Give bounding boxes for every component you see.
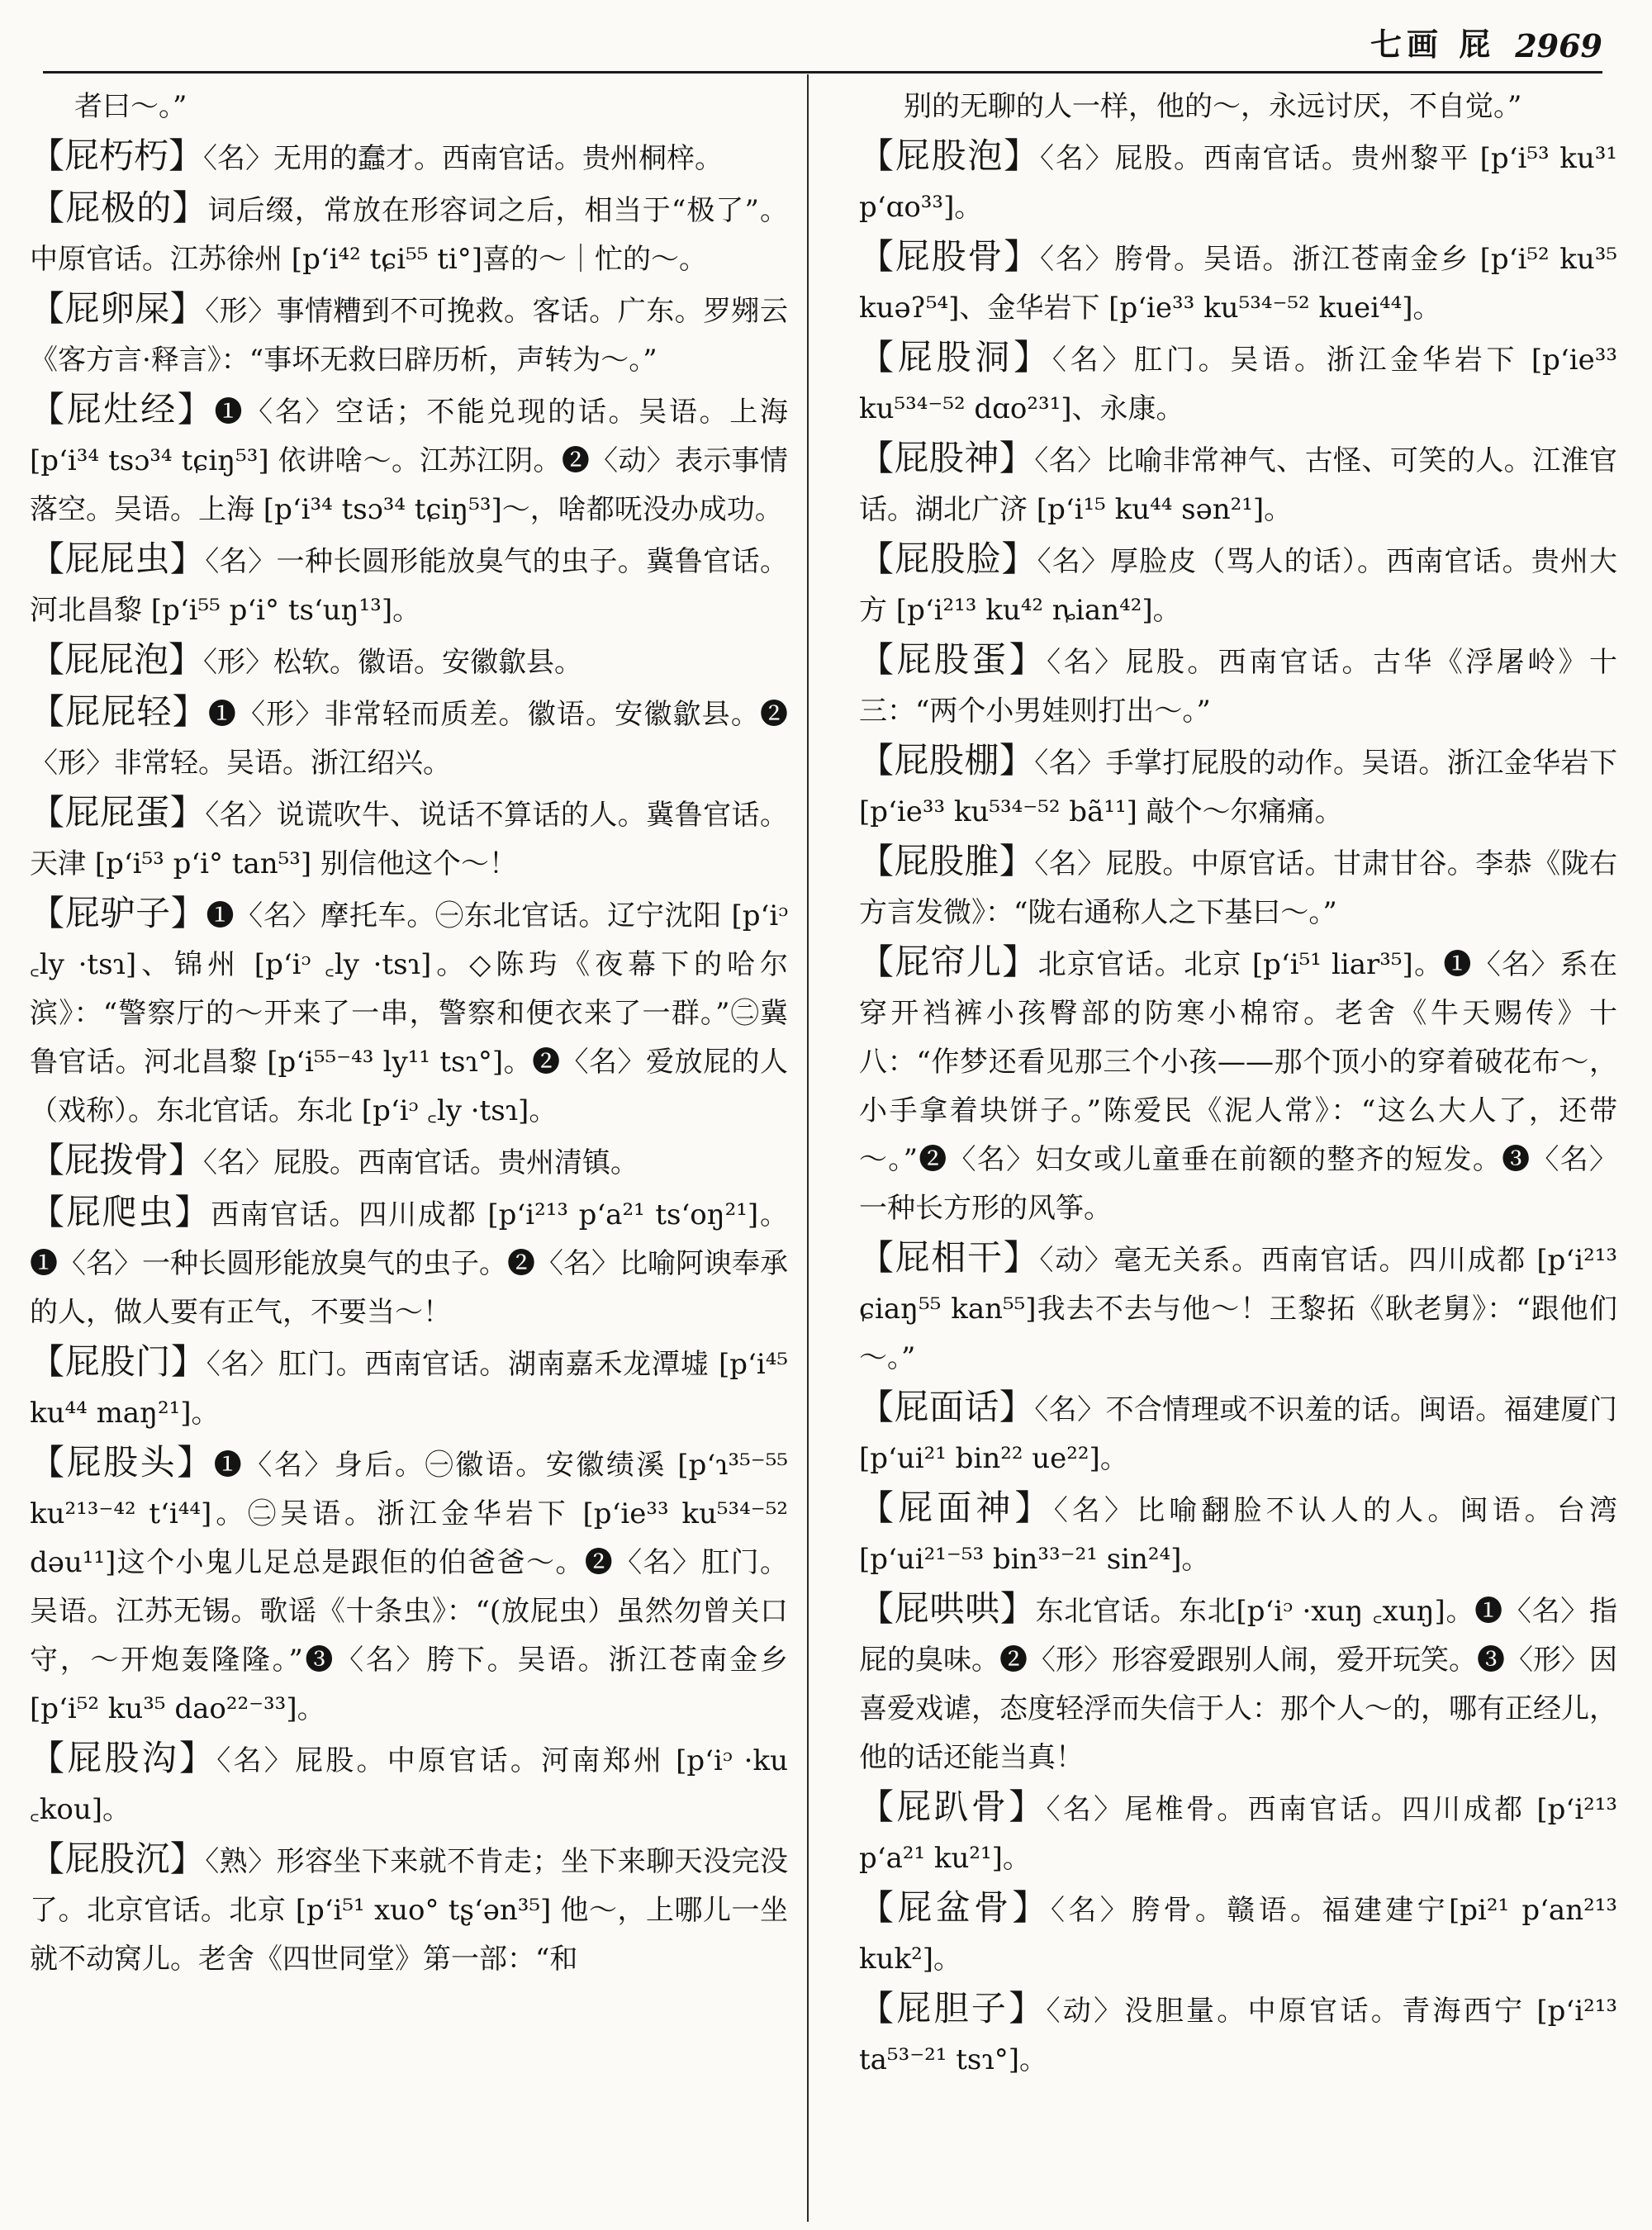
dictionary-entry (859, 1883, 1617, 1984)
entry-definition: 〈名〉肛门。吴语。浙江金华岩下 [p‘ie³³ ku⁵³⁴⁻⁵² dɑo²³¹]、永康。 (859, 344, 1617, 425)
entry-definition: ❶〈形〉非常轻而质差。徽语。安徽歙县。❷〈形〉非常轻。吴语。浙江绍兴。 (30, 698, 788, 780)
entry-definition: ❶〈名〉摩托车。㊀东北官话。辽宁沈阳 [p‘iᵓ ꜀ly ·tsɿ]、锦州 [p‘iᵓ ꜀ly ·tsɿ]。◇陈玙《夜幕下的哈尔滨》：“警察厅的～开来了一串，警察和便衣来了一群。”㊁冀鲁官话。河北昌黎 [p‘i⁵⁵⁻⁴³ ly¹¹ tsɿ°]。❷〈名〉爱放屁的人（戏称）。东北官话。东北 [p‘iᵓ ꜀ly ·tsɿ]。 (30, 899, 788, 1127)
entry-definition: 〈形〉事情糟到不可挽救。客话。广东。罗翙云《客方言·释言》：“事坏无救曰辟历析，声转为～。” (30, 295, 788, 377)
entry-definition: 北京官话。北京 [p‘i⁵¹ liar³⁵]。❶〈名〉系在穿开裆裤小孩臀部的防寒小棉帘。老舍《牛天赐传》十八：“作梦还看见那三个小孩——那个顶小的穿着破花布～，小手拿着块饼子。”陈爱民《泥人常》：“这么大人了，还带～。”❷〈名〉妇女或儿童垂在前额的整齐的短发。❸〈名〉一种长方形的风筝。 (859, 948, 1617, 1225)
dictionary-entry (859, 1383, 1617, 1483)
dictionary-entry (859, 434, 1617, 534)
entry-headword: 【屁屁轻】 (30, 691, 208, 732)
dictionary-entry (30, 1188, 788, 1337)
entry-headword: 【屁面神】 (859, 1487, 1054, 1528)
entry-headword: 【屁股头】 (30, 1442, 214, 1483)
dictionary-entry (859, 1782, 1617, 1883)
section-title: 七画 屁 (1370, 26, 1496, 63)
dictionary-entry (30, 131, 788, 183)
entry-definition: ❶〈名〉空话；不能兑现的话。吴语。上海 [p‘i³⁴ tsɔ³⁴ tɕiŋ⁵³] 依讲啥～。江苏江阴。❷〈动〉表示事情落空。吴语。上海 [p‘i³⁴ tsɔ³⁴ tɕiŋ⁵³]～，啥都呒没办成功。 (30, 396, 788, 526)
entry-headword: 【屁爬虫】 (30, 1192, 211, 1232)
entry-definition: 〈名〉屁股。西南官话。贵州清镇。 (203, 1146, 639, 1179)
entry-headword: 【屁股洞】 (859, 337, 1052, 377)
entry-definition: 别的无聊的人一样，他的～，永远讨厌，不自觉。” (904, 90, 1522, 123)
page-number: 2969 (1515, 27, 1602, 64)
dictionary-entry (30, 534, 788, 635)
entry-definition: ❶〈名〉身后。㊀徽语。安徽绩溪 [p‘ɿ³⁵⁻⁵⁵ ku²¹³⁻⁴² t‘i⁴⁴]。㊁吴语。浙江金华岩下 [p‘ie³³ ku⁵³⁴⁻⁵² dəu¹¹]这个小鬼儿足总是跟佢的伯爸爸～。❷〈名〉肛门。吴语。江苏无锡。歌谣《十条虫》：“(放屁虫）虽然勿曾关口守，～开炮轰隆隆。”❸〈名〉胯下。吴语。浙江苍南金乡 [p‘i⁵² ku³⁵ dao²²⁻³³]。 (30, 1449, 788, 1725)
entry-headword: 【屁拨骨】 (30, 1140, 204, 1180)
entry-definition: 〈名〉厚脸皮（骂人的话）。西南官话。贵州大方 [p‘i²¹³ ku⁴² ȵian⁴²]。 (859, 545, 1617, 627)
dictionary-entry (30, 1438, 788, 1734)
entry-definition: 者曰～。” (74, 90, 188, 123)
dictionary-entry (859, 79, 1617, 131)
left-column (30, 79, 788, 1984)
entry-headword: 【屁盆骨】 (859, 1887, 1051, 1928)
dictionary-entry (30, 788, 788, 889)
entry-headword: 【屁极的】 (30, 187, 208, 228)
entry-definition: 〈名〉手掌打屁股的动作。吴语。浙江金华岩下 [p‘ie³³ ku⁵³⁴⁻⁵² bã¹¹] 敲个～尔痛痛。 (859, 747, 1617, 828)
entry-headword: 【屁驴子】 (30, 893, 206, 933)
entry-definition: 〈名〉说谎吹牛、说话不算话的人。冀鲁官话。天津 [p‘i⁵³ p‘i° tan⁵³] 别信他这个～！ (30, 799, 788, 880)
dictionary-entry (859, 1584, 1617, 1782)
entry-headword: 【屁股脸】 (859, 539, 1037, 579)
entry-headword: 【屁股泡】 (859, 135, 1041, 176)
entry-headword: 【屁股沟】 (30, 1738, 217, 1778)
dictionary-entry (859, 1233, 1617, 1383)
entry-definition: 〈名〉屁股。西南官话。贵州黎平 [p‘i⁵³ ku³¹ p‘ɑo³³]。 (859, 142, 1617, 224)
entry-definition: 西南官话。四川成都 [p‘i²¹³ p‘a²¹ ts‘oŋ²¹]。❶〈名〉一种长圆形能放臭气的虫子。❷〈名〉比喻阿谀奉承的人，做人要有正气，不要当～！ (30, 1198, 788, 1329)
entry-headword: 【屁屁蛋】 (30, 792, 206, 833)
entry-headword: 【屁灶经】 (30, 389, 215, 429)
entry-headword: 【屁哄哄】 (859, 1588, 1036, 1629)
dictionary-entry (859, 131, 1617, 232)
dictionary-entry (30, 635, 788, 687)
dictionary-entry (30, 79, 788, 131)
entry-definition: 〈名〉不合情理或不识羞的话。闽语。福建厦门 [p‘ui²¹ bin²² ue²²]。 (859, 1393, 1617, 1475)
entry-definition: 词后缀，常放在形容词之后，相当于“极了”。中原官话。江苏徐州 [p‘i⁴² tɕi⁵⁵ ti°]喜的～｜忙的～。 (30, 194, 788, 276)
entry-headword: 【屁帘儿】 (859, 942, 1038, 982)
dictionary-entry (30, 687, 788, 788)
dictionary-entry (30, 183, 788, 284)
entry-headword: 【屁股蛋】 (859, 639, 1047, 680)
entry-headword: 【屁股骨】 (859, 236, 1041, 277)
entry-headword: 【屁胆子】 (859, 1988, 1047, 2028)
entry-definition: 〈名〉屁股。中原官话。河南郑州 [p‘iᵓ ·ku ꜀kou]。 (30, 1744, 788, 1826)
entry-definition: 〈名〉尾椎骨。西南官话。四川成都 [p‘i²¹³ p‘a²¹ ku²¹]。 (859, 1793, 1617, 1875)
dictionary-entry (859, 1984, 1617, 2085)
entry-headword: 【屁股门】 (30, 1341, 206, 1382)
entry-headword: 【屁屁虫】 (30, 539, 206, 579)
dictionary-entry (859, 333, 1617, 434)
entry-definition: 〈名〉屁股。西南官话。古华《浮屠岭》十三：“两个小男娃则打出～。” (859, 646, 1617, 728)
entry-headword: 【屁股神】 (859, 438, 1035, 478)
entry-definition: 〈动〉没胆量。中原官话。青海西宁 [p‘i²¹³ ta⁵³⁻²¹ tsɿ°]。 (859, 1995, 1617, 2076)
entry-headword: 【屁股脽】 (859, 841, 1035, 881)
dictionary-entry (30, 1834, 788, 1984)
dictionary-entry (859, 837, 1617, 937)
dictionary-entry (30, 1337, 788, 1438)
dictionary-entry (859, 232, 1617, 333)
dictionary-entry (30, 889, 788, 1136)
entry-definition: 〈名〉比喻非常神气、古怪、可笑的人。江淮官话。湖北广济 [p‘i¹⁵ ku⁴⁴ sən²¹]。 (859, 444, 1617, 526)
entry-definition: 〈形〉松软。徽语。安徽歙县。 (203, 646, 583, 679)
entry-definition: 〈名〉胯骨。赣语。福建建宁[pi²¹ p‘an²¹³ kuk²]。 (859, 1894, 1617, 1976)
right-column (859, 79, 1617, 2085)
dictionary-entry (859, 736, 1617, 837)
entry-headword: 【屁股棚】 (859, 740, 1035, 780)
dictionary-entry (30, 1734, 788, 1834)
entry-definition: 〈名〉屁股。中原官话。甘肃甘谷。李恭《陇右方言发微》：“陇右通称人之下基曰～。” (859, 847, 1617, 929)
entry-headword: 【屁相干】 (859, 1237, 1040, 1278)
entry-definition: 〈动〉毫无关系。西南官话。四川成都 [p‘i²¹³ ɕiaŋ⁵⁵ kan⁵⁵]我去不去与他～！王黎拓《耿老舅》：“跟他们～。” (859, 1244, 1617, 1374)
dictionary-entry (859, 1483, 1617, 1584)
entry-definition: 东北官话。东北[p‘iᵓ ·xuŋ ꜀xuŋ]。❶〈名〉指屁的臭味。❷〈形〉形容爱跟别人闹，爱开玩笑。❸〈形〉因喜爱戏谑，态度轻浮而失信于人：那个人～的，哪有正经儿，他的话还能当真！ (859, 1595, 1617, 1774)
entry-headword: 【屁卵屎】 (30, 288, 206, 329)
entry-headword: 【屁朽朽】 (30, 135, 204, 176)
entry-definition: 〈名〉一种长圆形能放臭气的虫子。冀鲁官话。河北昌黎 [p‘i⁵⁵ p‘i° ts‘uŋ¹³]。 (30, 545, 788, 627)
entry-headword: 【屁面话】 (859, 1387, 1035, 1427)
dictionary-entry (30, 385, 788, 534)
dictionary-entry (30, 284, 788, 385)
dictionary-entry (859, 635, 1617, 736)
entry-definition: 〈名〉肛门。西南官话。湖南嘉禾龙潭墟 [p‘i⁴⁵ ku⁴⁴ maŋ²¹]。 (30, 1348, 788, 1430)
entry-headword: 【屁股沉】 (30, 1839, 206, 1879)
entry-definition: 〈名〉比喻翻脸不认人的人。闽语。台湾 [p‘ui²¹⁻⁵³ bin³³⁻²¹ sin²⁴]。 (859, 1494, 1617, 1576)
dictionary-entry (859, 937, 1617, 1233)
entry-definition: 〈名〉胯骨。吴语。浙江苍南金乡 [p‘i⁵² ku³⁵ kuəʔ⁵⁴]、金华岩下 [p‘ie³³ ku⁵³⁴⁻⁵² kuei⁴⁴]。 (859, 243, 1617, 325)
page-header (43, 17, 1602, 74)
entry-definition: 〈熟〉形容坐下来就不肯走；坐下来聊天没完没了。北京官话。北京 [p‘i⁵¹ xuo° tʂ‘ən³⁵] 他～，上哪儿一坐就不动窝儿。老舍《四世同堂》第一部：“和 (30, 1845, 788, 1976)
column-divider (807, 74, 809, 2222)
entry-headword: 【屁屁泡】 (30, 639, 204, 680)
entry-headword: 【屁趴骨】 (859, 1786, 1047, 1827)
entry-definition: 〈名〉无用的蠢才。西南官话。贵州桐梓。 (203, 142, 724, 175)
dictionary-entry (859, 534, 1617, 635)
dictionary-entry (30, 1136, 788, 1188)
